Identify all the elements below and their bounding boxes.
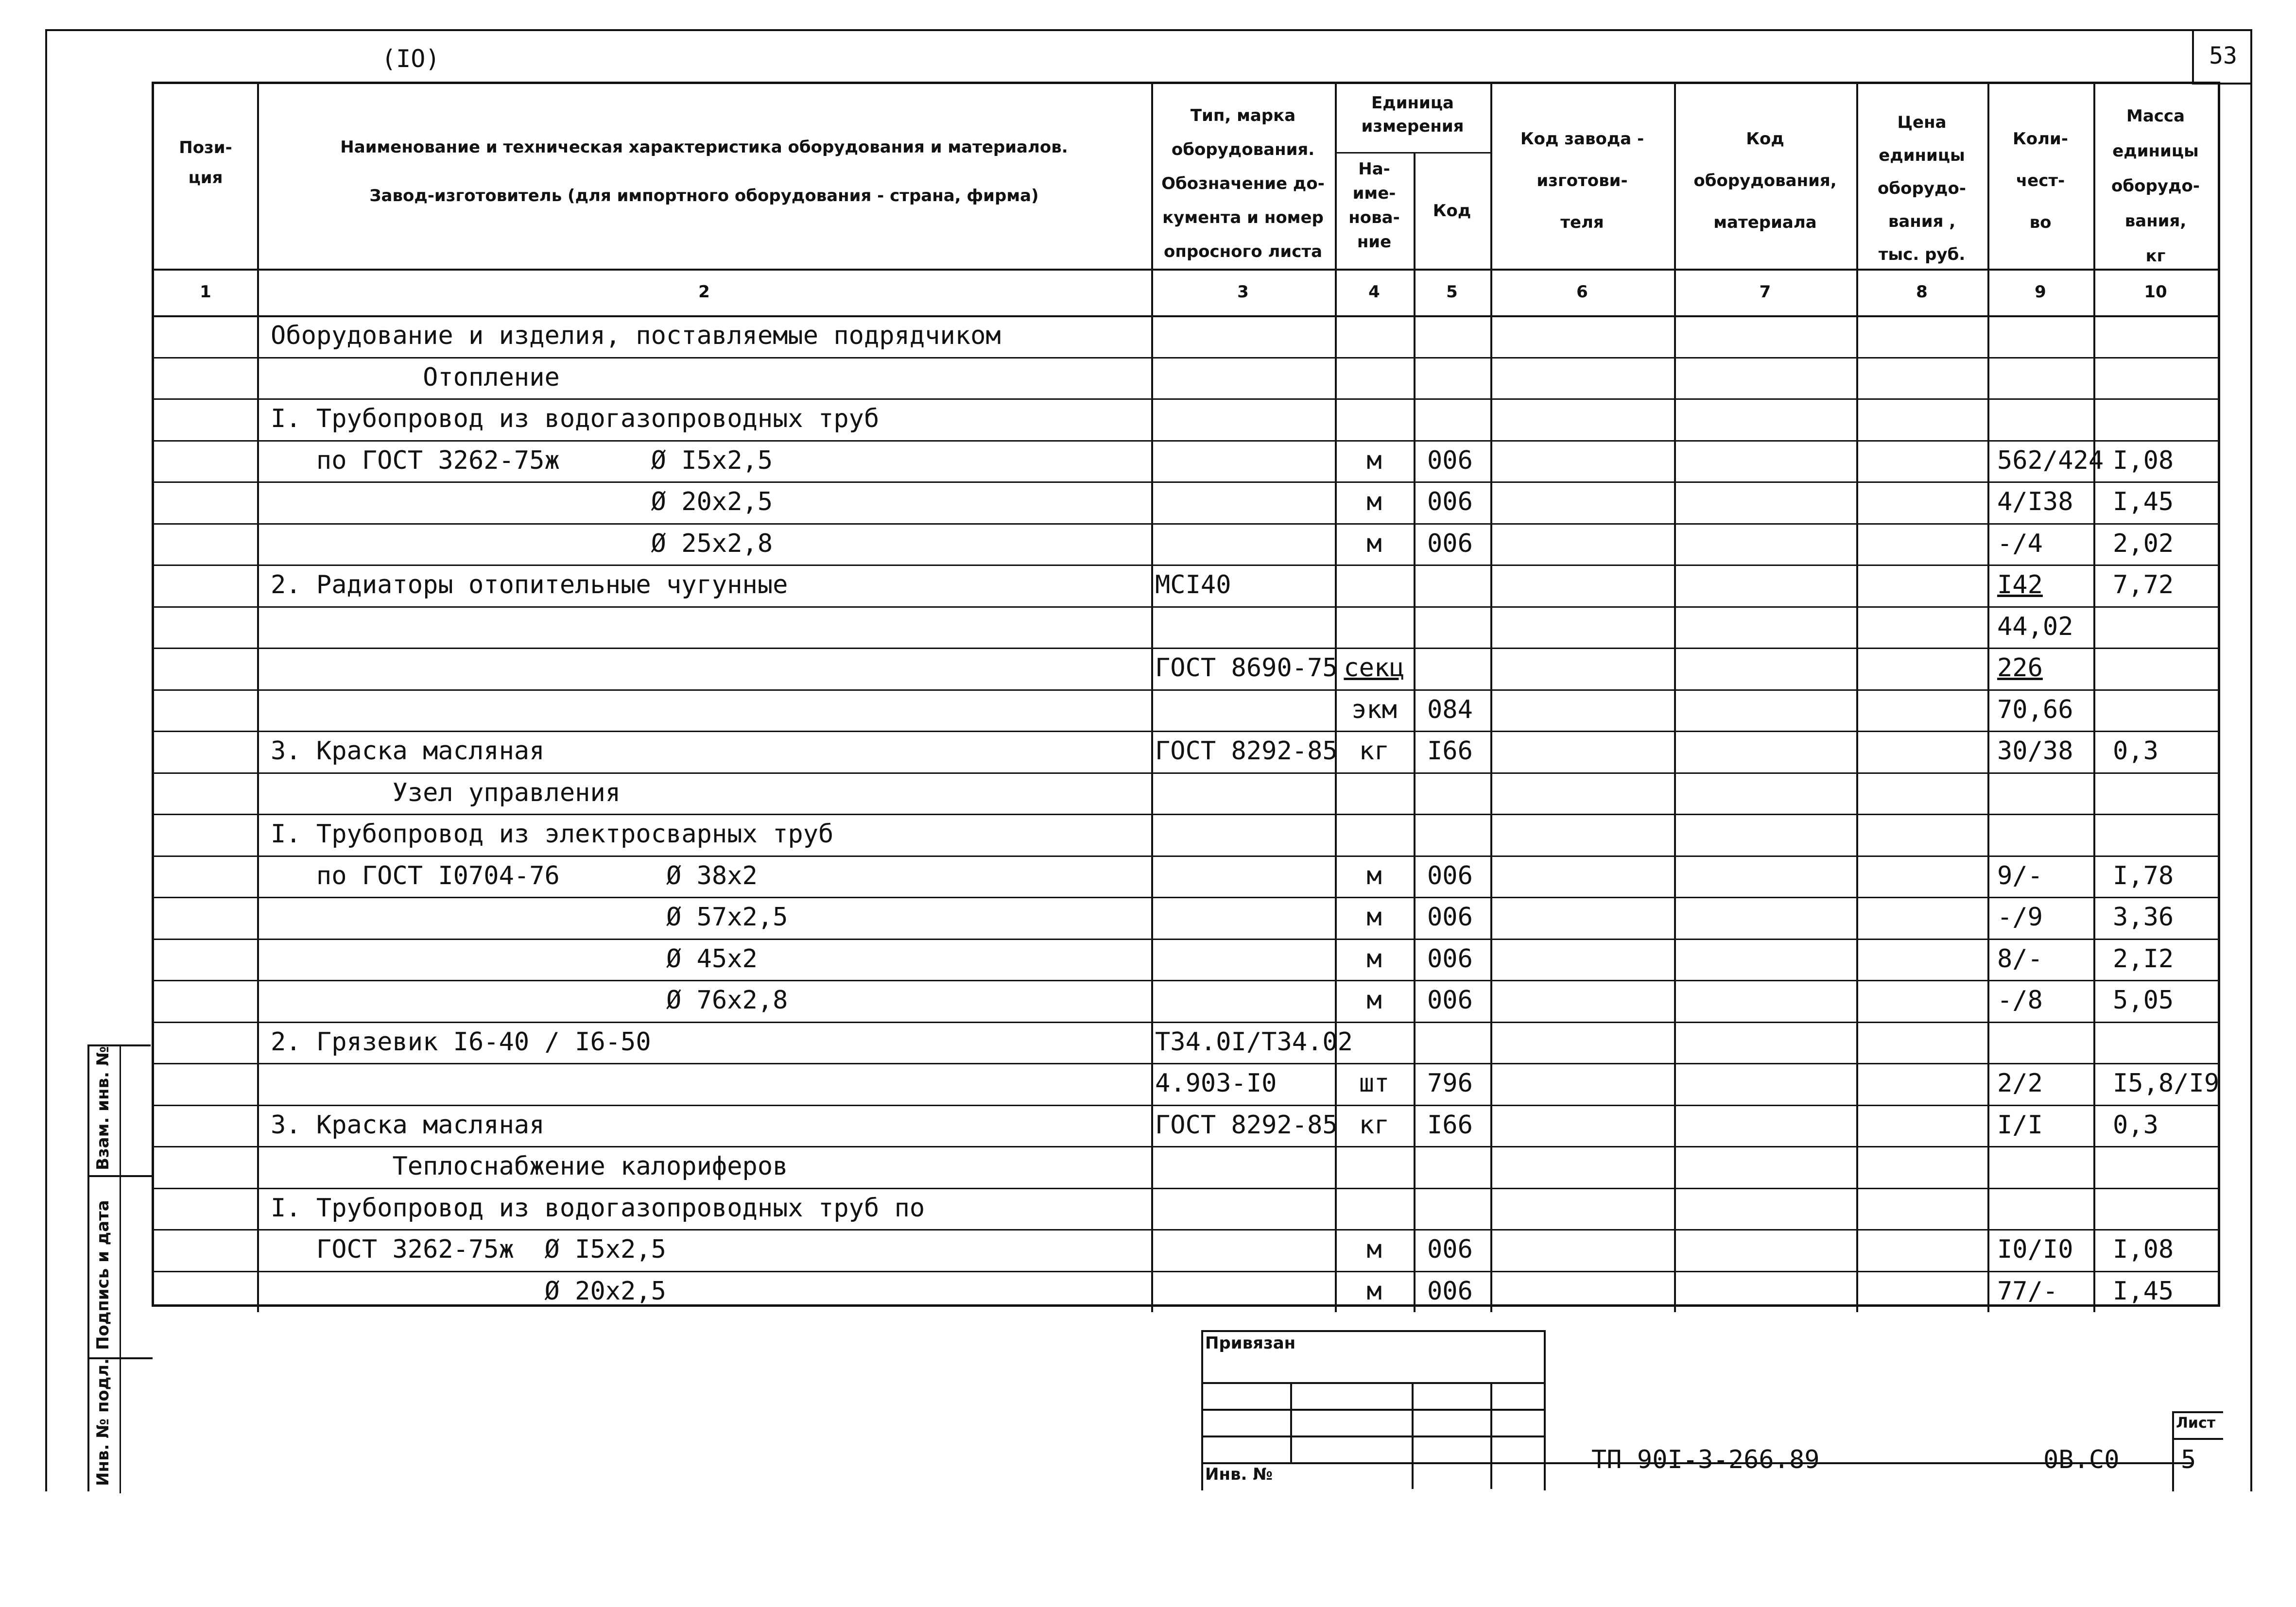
item-unit — [1335, 814, 1414, 855]
item-type — [1155, 897, 1334, 938]
item-unit-code: 006 — [1427, 944, 1473, 974]
item-type — [1155, 315, 1334, 356]
column-number: 1 — [200, 282, 211, 302]
item-unit-code: 006 — [1427, 903, 1473, 932]
item-unit-code: 084 — [1427, 695, 1473, 724]
item-mass: I,78 — [2113, 861, 2174, 890]
item-type — [1155, 357, 1334, 398]
side-stamp-divider — [120, 1046, 121, 1493]
item-unit — [1335, 606, 1414, 647]
item-type — [1155, 523, 1334, 564]
title-block-vline — [2172, 1411, 2174, 1491]
item-quantity: -/4 — [1997, 529, 2043, 558]
item-name: Ø 20x2,5 — [271, 1276, 666, 1306]
item-quantity: 4/I38 — [1997, 487, 2073, 516]
item-unit: экм — [1351, 695, 1397, 724]
item-unit-code — [1427, 814, 1489, 855]
item-type — [1155, 481, 1334, 522]
header-unit-name — [1335, 157, 1414, 254]
item-quantity — [1997, 315, 2093, 356]
header-divider — [154, 269, 2218, 271]
item-unit-code: 006 — [1427, 529, 1473, 558]
title-block-vline — [1544, 1330, 1546, 1490]
item-quantity: 44,02 — [1997, 612, 2073, 641]
item-unit: кг — [1359, 1110, 1390, 1140]
header-mass-line: Масса — [2126, 106, 2185, 126]
item-mass: I5,8/I9 — [2113, 1069, 2220, 1098]
item-unit-code: I66 — [1427, 736, 1473, 766]
header-name-line: Завод-изготовитель (для импортного оборудования - страна, фирма) — [369, 186, 1039, 205]
document-part: 0В.С0 — [2043, 1445, 2120, 1474]
header-unit-group-line: измерения — [1361, 117, 1464, 136]
header-position-line: ция — [188, 168, 223, 188]
item-quantity: I42 — [1997, 570, 2043, 599]
item-name: 3. Краска масляная — [271, 1110, 545, 1140]
header-unit-name-line: На- — [1358, 159, 1390, 179]
item-name — [271, 606, 1145, 647]
item-quantity — [1997, 357, 2093, 398]
header-mass-line: оборудо- — [2111, 176, 2200, 196]
item-unit — [1335, 315, 1414, 356]
item-name: Оборудование и изделия, поставляемые подрядчиком — [271, 321, 1001, 350]
item-unit: м — [1366, 903, 1382, 932]
item-name — [271, 648, 1145, 688]
title-block-line — [1201, 1409, 1544, 1411]
header-price — [1856, 106, 1987, 271]
column-number: 8 — [1916, 282, 1928, 302]
header-equipment-code-line: оборудования, — [1693, 171, 1837, 190]
item-name: 2. Грязевик I6-40 / I6-50 — [271, 1027, 651, 1057]
privyazan-label: Привязан — [1205, 1333, 1296, 1353]
side-stamp-separator — [89, 1175, 153, 1177]
item-unit — [1335, 564, 1414, 605]
item-unit-code — [1427, 772, 1489, 813]
item-unit-code — [1427, 606, 1489, 647]
item-name: Узел управления — [271, 778, 621, 807]
item-type — [1155, 1229, 1334, 1270]
item-quantity — [1997, 1188, 2093, 1229]
item-quantity: -/8 — [1997, 986, 2043, 1015]
item-mass — [2113, 398, 2218, 439]
item-name: 3. Краска масляная — [271, 736, 545, 766]
header-position — [154, 133, 257, 193]
item-unit-code: 006 — [1427, 1235, 1473, 1264]
item-mass — [2113, 1146, 2218, 1187]
item-unit-code: 006 — [1427, 861, 1473, 890]
header-quantity-line: Коли- — [2013, 129, 2068, 149]
unit-subheader-divider — [1335, 152, 1490, 154]
item-name: Теплоснабжение калориферов — [271, 1152, 788, 1181]
column-number: 4 — [1368, 282, 1380, 302]
item-mass — [2113, 315, 2218, 356]
title-block-vline — [1490, 1382, 1492, 1489]
item-name: Ø 57x2,5 — [271, 903, 788, 932]
header-type-line: кумента и номер — [1162, 208, 1324, 227]
header-factory-code-line: теля — [1560, 213, 1604, 232]
header-type — [1151, 99, 1335, 269]
item-mass — [2113, 772, 2218, 813]
item-type — [1155, 1188, 1334, 1229]
item-unit-code — [1427, 1188, 1489, 1229]
header-type-line: Обозначение до- — [1161, 174, 1325, 193]
item-unit: м — [1366, 529, 1382, 558]
item-quantity: I0/I0 — [1997, 1235, 2073, 1264]
header-price-line: тыс. руб. — [1878, 245, 1966, 264]
header-mass-line: кг — [2145, 246, 2166, 266]
header-mass-line: единицы — [2112, 141, 2199, 161]
column-number: 7 — [1759, 282, 1771, 302]
column-number: 9 — [2035, 282, 2046, 302]
item-unit-code: 006 — [1427, 986, 1473, 1015]
item-unit — [1335, 1146, 1414, 1187]
item-quantity: 77/- — [1997, 1276, 2058, 1306]
item-unit: м — [1366, 861, 1382, 890]
item-name — [271, 689, 1145, 730]
item-name: I. Трубопровод из водогазопроводных труб по — [271, 1193, 925, 1223]
item-quantity: 8/- — [1997, 944, 2043, 974]
item-name: Ø 20x2,5 — [271, 487, 773, 516]
item-unit: шт — [1359, 1069, 1390, 1098]
item-unit-code — [1427, 648, 1489, 688]
item-type — [1155, 398, 1334, 439]
item-unit — [1335, 1188, 1414, 1229]
title-block-line — [1201, 1436, 1544, 1437]
column-divider — [1414, 152, 1416, 1312]
item-unit-code: 796 — [1427, 1069, 1473, 1098]
item-name: по ГОСТ 3262-75ж Ø I5x2,5 — [271, 445, 773, 475]
item-unit — [1335, 398, 1414, 439]
item-name: Ø 25x2,8 — [271, 529, 773, 558]
item-unit: м — [1366, 445, 1382, 475]
item-quantity: 30/38 — [1997, 736, 2073, 766]
frame-right-border — [2250, 29, 2252, 1491]
item-mass: 0,3 — [2113, 1110, 2158, 1140]
item-mass: I,08 — [2113, 445, 2174, 475]
header-mass-line: вания, — [2124, 211, 2187, 231]
item-type — [1155, 1271, 1334, 1312]
header-factory-code — [1490, 118, 1674, 243]
stamp-inv-podl: Инв. № подл. — [93, 1358, 113, 1486]
header-unit-name-line: име- — [1352, 184, 1396, 203]
header-price-line: Цена — [1897, 113, 1947, 132]
item-type — [1155, 814, 1334, 855]
header-equipment-code — [1674, 118, 1856, 243]
item-name: I. Трубопровод из электросварных труб — [271, 820, 834, 849]
stamp-podpis-data: Подпись и дата — [93, 1200, 113, 1350]
item-unit: м — [1366, 1276, 1382, 1306]
item-type: ГОСТ 8292-85 — [1155, 1110, 1338, 1140]
column-number: 3 — [1237, 282, 1249, 302]
stamp-vzam-inv: Взам. инв. № — [93, 1046, 113, 1170]
item-type: ГОСТ 8292-85 — [1155, 736, 1338, 766]
item-unit: м — [1366, 1235, 1382, 1264]
item-quantity — [1997, 1022, 2093, 1062]
item-type — [1155, 980, 1334, 1021]
specification-table — [152, 82, 2220, 1307]
item-unit-code: 006 — [1427, 445, 1473, 475]
item-name: Ø 76x2,8 — [271, 986, 788, 1015]
item-mass — [2113, 689, 2218, 730]
header-unit-code: Код — [1433, 201, 1471, 221]
header-price-line: единицы — [1879, 146, 1965, 165]
header-name — [257, 123, 1151, 220]
item-unit: кг — [1359, 736, 1390, 766]
item-mass: 2,I2 — [2113, 944, 2174, 974]
inv-no-label: Инв. № — [1205, 1465, 1273, 1484]
item-mass: 2,02 — [2113, 529, 2174, 558]
item-unit-code: 006 — [1427, 1276, 1473, 1306]
item-type — [1155, 1146, 1334, 1187]
title-block-line — [2172, 1438, 2223, 1440]
document-code: ТП 90I-3-266.89 — [1591, 1445, 1820, 1474]
header-unit-group — [1335, 91, 1490, 138]
item-mass: I,45 — [2113, 1276, 2174, 1306]
item-type — [1155, 772, 1334, 813]
item-type — [1155, 440, 1334, 481]
item-type: Т34.0I/Т34.02 — [1155, 1027, 1353, 1057]
header-price-line: оборудо- — [1878, 179, 1966, 198]
item-mass — [2113, 1022, 2218, 1062]
header-type-line: оборудования. — [1171, 140, 1315, 159]
header-unit-group-line: Единица — [1371, 93, 1454, 113]
item-mass: 7,72 — [2113, 570, 2174, 599]
header-factory-code-line: изготови- — [1536, 171, 1628, 190]
title-block-vline — [1290, 1382, 1292, 1462]
title-block-vline — [1201, 1330, 1203, 1490]
header-equipment-code-line: материала — [1713, 213, 1817, 232]
column-number: 5 — [1446, 282, 1458, 302]
item-unit-code — [1427, 564, 1489, 605]
frame-top-border — [45, 29, 2250, 31]
item-unit-code — [1427, 357, 1489, 398]
item-unit-code — [1427, 315, 1489, 356]
item-name: по ГОСТ I0704-76 Ø 38x2 — [271, 861, 758, 890]
header-name-line: Наименование и техническая характеристика оборудования и материалов. — [340, 137, 1068, 157]
item-unit: секц — [1344, 653, 1405, 683]
item-name — [271, 1063, 1145, 1104]
frame-left-border — [45, 29, 47, 1491]
item-quantity: 2/2 — [1997, 1069, 2043, 1098]
title-block-line — [1201, 1382, 1544, 1384]
header-equipment-code-line: Код — [1746, 129, 1784, 149]
item-type: 4.903-I0 — [1155, 1069, 1277, 1098]
item-type: МСI40 — [1155, 570, 1231, 599]
item-quantity — [1997, 772, 2093, 813]
item-unit-code: I66 — [1427, 1110, 1473, 1140]
item-mass: I,45 — [2113, 487, 2174, 516]
header-type-line: опросного листа — [1163, 242, 1323, 261]
item-mass — [2113, 357, 2218, 398]
top-label: (IO) — [381, 45, 440, 73]
header-quantity — [1987, 118, 2093, 243]
column-number: 6 — [1576, 282, 1588, 302]
item-unit-code — [1427, 1022, 1489, 1062]
item-name: ГОСТ 3262-75ж Ø I5x2,5 — [271, 1235, 666, 1264]
item-type — [1155, 855, 1334, 896]
item-quantity: 9/- — [1997, 861, 2043, 890]
title-block-vline — [1412, 1382, 1414, 1489]
item-quantity: 226 — [1997, 653, 2043, 683]
item-type — [1155, 606, 1334, 647]
title-block-line — [2172, 1411, 2223, 1413]
header-type-line: Тип, марка — [1190, 106, 1296, 125]
item-name: Отопление — [271, 362, 560, 392]
item-mass — [2113, 814, 2218, 855]
item-type: ГОСТ 8690-75 — [1155, 653, 1338, 683]
item-mass: 3,36 — [2113, 903, 2174, 932]
sheet-label: Лист — [2176, 1415, 2216, 1432]
item-name: Ø 45x2 — [271, 944, 758, 974]
header-factory-code-line: Код завода - — [1520, 129, 1644, 149]
column-number: 2 — [698, 282, 710, 302]
item-mass — [2113, 648, 2218, 688]
item-mass: I,08 — [2113, 1235, 2174, 1264]
item-mass — [2113, 1188, 2218, 1229]
column-number: 10 — [2144, 282, 2167, 302]
sheet-number: 53 — [2192, 29, 2252, 85]
header-quantity-line: чест- — [2016, 171, 2065, 190]
item-type — [1155, 689, 1334, 730]
header-unit-name-line: ние — [1357, 232, 1392, 252]
item-unit-code — [1427, 1146, 1489, 1187]
side-stamp — [87, 1044, 151, 1491]
item-quantity: I/I — [1997, 1110, 2043, 1140]
item-name: I. Трубопровод из водогазопроводных труб — [271, 404, 880, 433]
item-unit: м — [1366, 986, 1382, 1015]
sheet-number-bottom: 5 — [2181, 1445, 2196, 1474]
item-mass — [2113, 606, 2218, 647]
item-mass: 0,3 — [2113, 736, 2158, 766]
item-unit-code: 006 — [1427, 487, 1473, 516]
item-quantity: 70,66 — [1997, 695, 2073, 724]
header-mass — [2093, 99, 2218, 274]
title-block-line — [1201, 1330, 1544, 1332]
item-quantity — [1997, 814, 2093, 855]
item-unit-code — [1427, 398, 1489, 439]
item-unit: м — [1366, 487, 1382, 516]
item-quantity: 562/424 — [1997, 445, 2104, 475]
item-unit — [1335, 357, 1414, 398]
header-position-line: Пози- — [179, 138, 232, 157]
item-quantity — [1997, 1146, 2093, 1187]
item-type — [1155, 939, 1334, 979]
header-unit-name-line: нова- — [1348, 208, 1400, 227]
item-quantity: -/9 — [1997, 903, 2043, 932]
item-name: 2. Радиаторы отопительные чугунные — [271, 570, 788, 599]
item-unit: м — [1366, 944, 1382, 974]
item-unit — [1335, 772, 1414, 813]
header-quantity-line: во — [2029, 213, 2052, 232]
header-price-line: вания , — [1888, 212, 1956, 231]
item-mass: 5,05 — [2113, 986, 2174, 1015]
item-unit — [1335, 1022, 1414, 1062]
item-quantity — [1997, 398, 2093, 439]
